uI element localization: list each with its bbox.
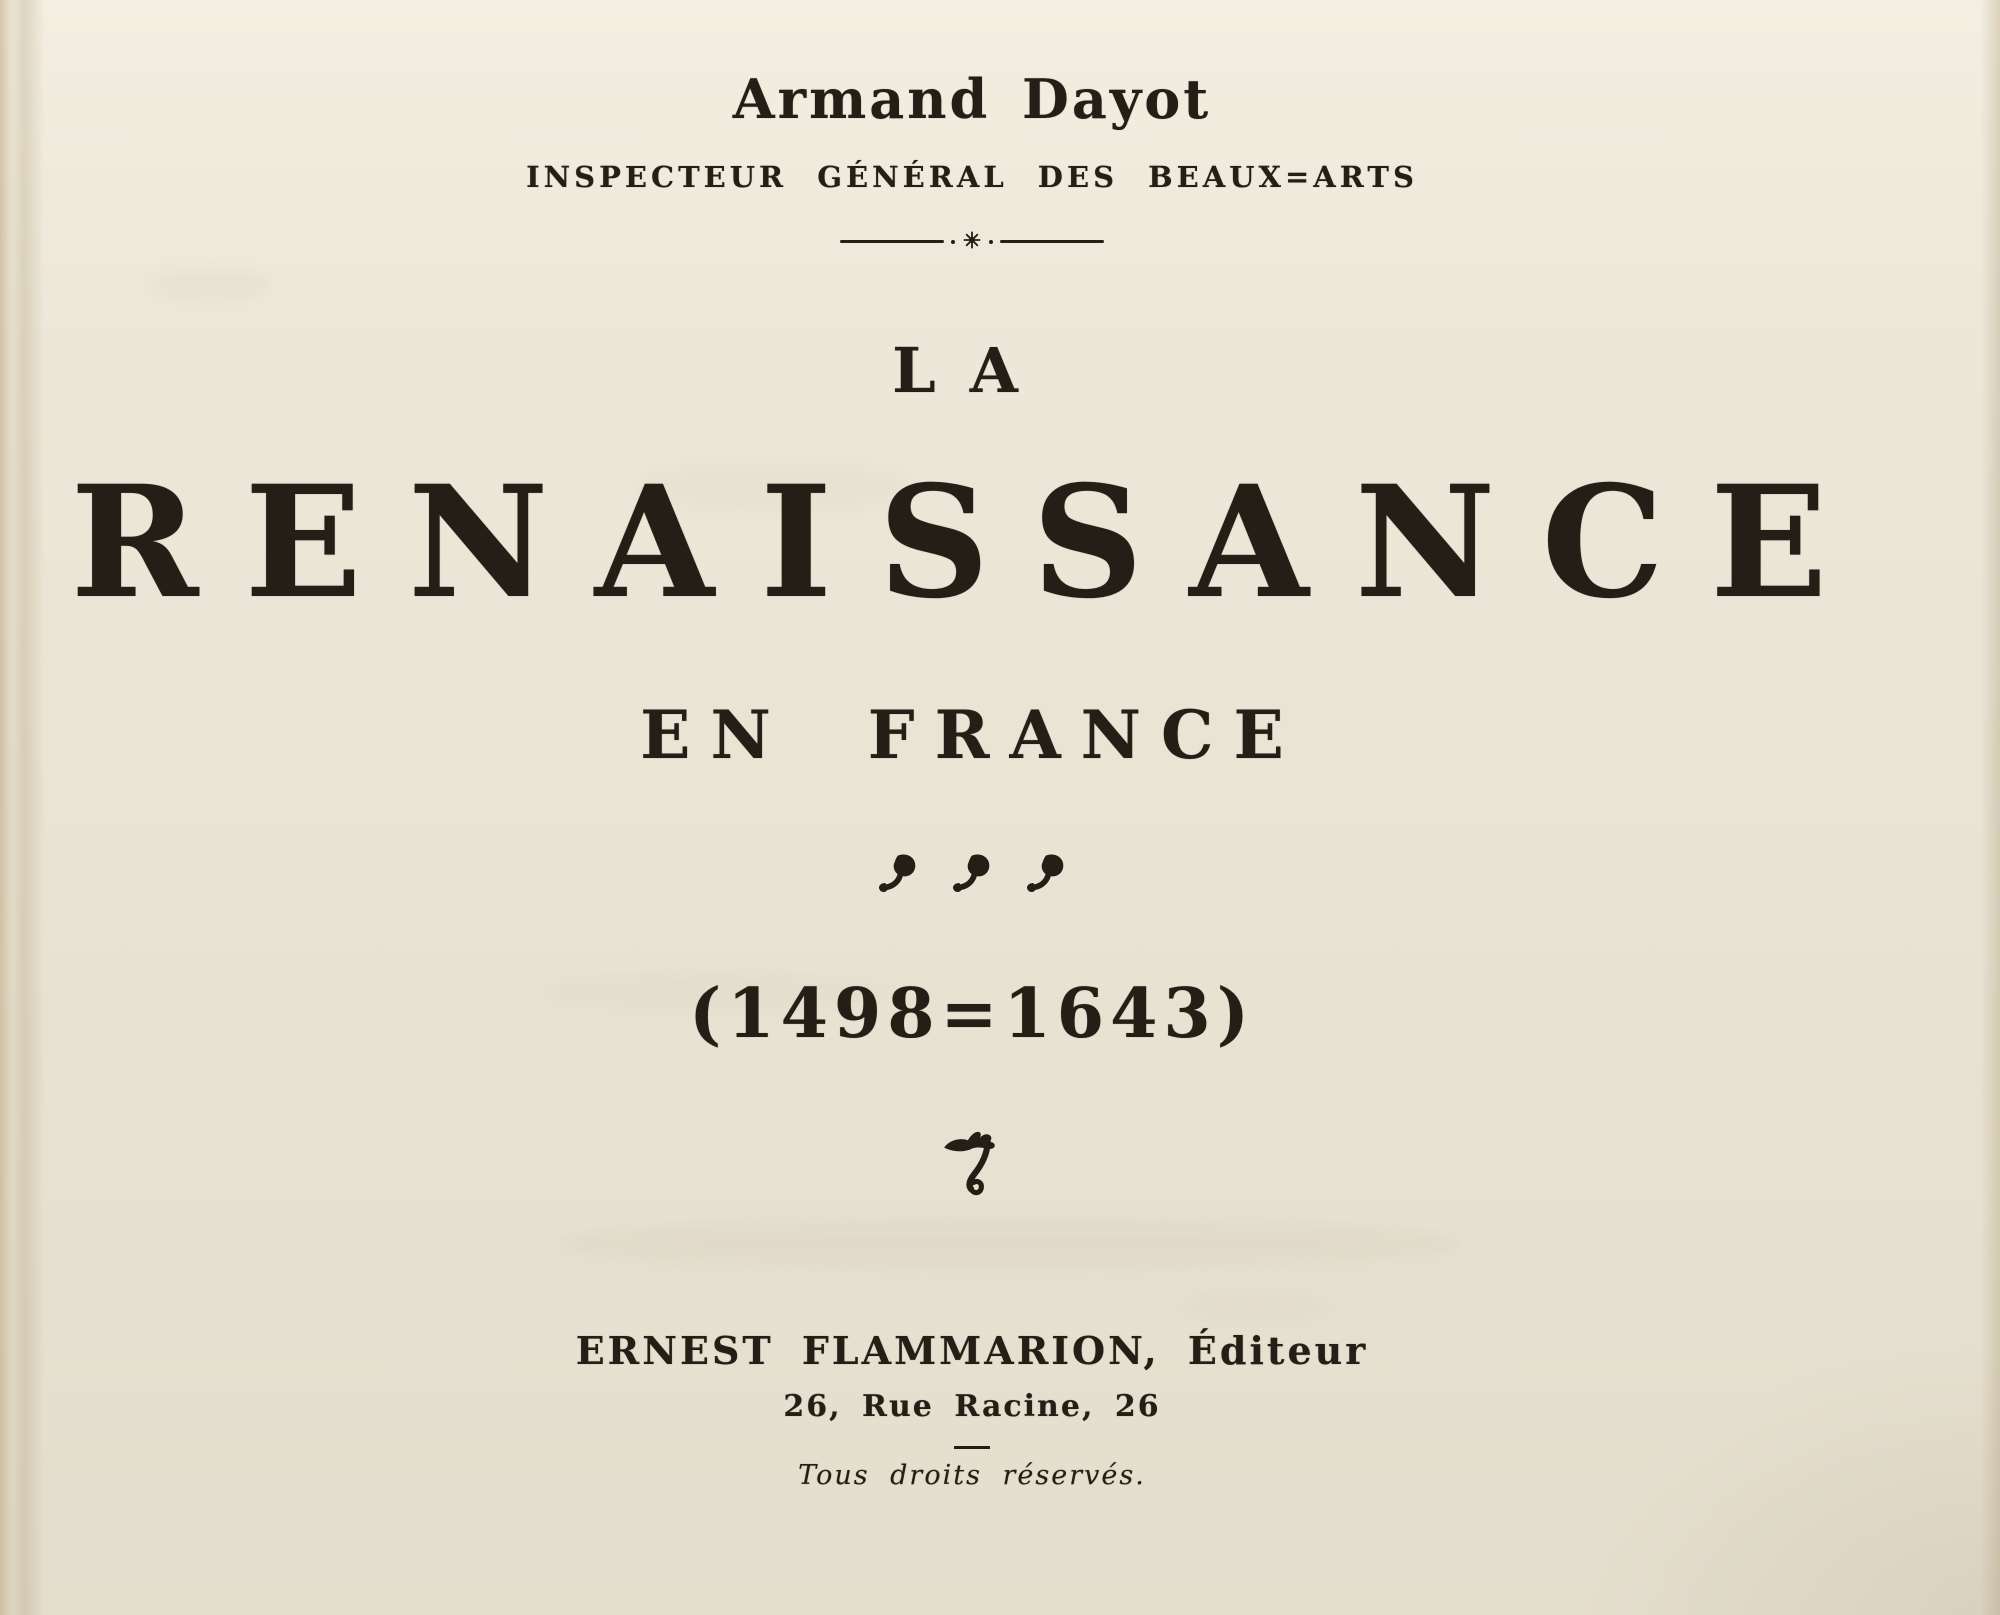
ornamental-divider <box>0 230 2000 253</box>
divider-rule-left <box>840 240 944 243</box>
imprint-rule <box>0 1436 2000 1452</box>
divider-dot-left <box>951 240 955 244</box>
publisher-address: 26, Rue Racine, 26 <box>783 1389 1161 1424</box>
title-date-range: (1498=1643) <box>689 974 1255 1054</box>
publisher-line: ERNEST FLAMMARION, Éditeur <box>575 1328 1369 1373</box>
title-article: LA <box>892 334 1052 407</box>
curled-leaf-fleuron-icon <box>1023 852 1069 901</box>
title-main: RENAISSANCE <box>70 452 1874 633</box>
curled-leaf-fleuron-icon <box>875 852 921 901</box>
title-subtitle: EN FRANCE <box>640 696 1304 774</box>
divider-rule-right <box>1000 240 1104 243</box>
paper-showthrough <box>1180 1292 1330 1322</box>
paper-showthrough <box>150 268 270 302</box>
fleuron-row <box>0 852 2000 901</box>
paper-showthrough <box>560 1218 1460 1270</box>
author-name: Armand Dayot <box>732 67 1212 131</box>
author-role: INSPECTEUR GÉNÉRAL DES BEAUX=ARTS <box>526 160 1418 194</box>
rights-notice: Tous droits réservés. <box>798 1460 1146 1491</box>
divider-dot-right <box>989 240 993 244</box>
sunburst-asterisk-icon <box>962 230 982 253</box>
tendril-flourish-icon <box>0 1124 2000 1203</box>
curled-leaf-fleuron-icon <box>949 852 995 901</box>
